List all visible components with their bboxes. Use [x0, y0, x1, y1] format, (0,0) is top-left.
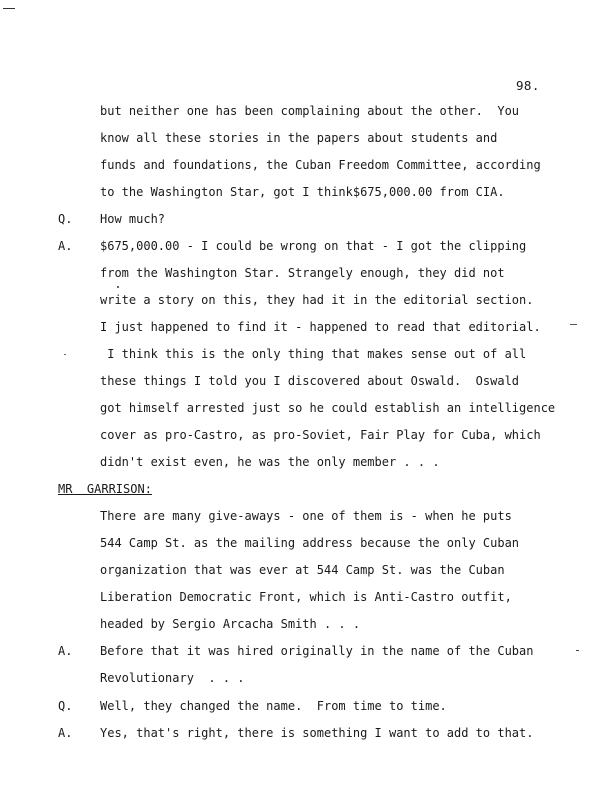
transcript-line	[0, 697, 612, 715]
scan-mark	[3, 8, 15, 9]
transcript-line	[0, 291, 612, 309]
transcript-line	[0, 669, 612, 687]
line-text: didn't exist even, he was the only member . . .	[100, 455, 440, 469]
line-text: these things I told you I discovered about Oswald. Oswald	[100, 374, 520, 388]
line-text: I think this is the only thing that makes sense out of all	[100, 347, 527, 361]
qa-label: A.	[58, 726, 73, 740]
line-text: How much?	[100, 212, 166, 226]
line-text: Well, they changed the name. From time to time.	[100, 699, 447, 713]
transcript-line	[0, 615, 612, 633]
transcript-line	[0, 399, 612, 417]
line-text: Yes, that's right, there is something I want to add to that.	[100, 726, 534, 740]
transcript-line	[0, 210, 612, 228]
qa-label: A.	[58, 239, 73, 253]
transcript-line	[0, 156, 612, 174]
transcript-line	[0, 345, 612, 363]
line-text: I just happened to find it - happened to read that editorial.	[100, 320, 541, 334]
line-text: $675,000.00 - I could be wrong on that - I got the clipping	[100, 239, 527, 253]
transcript-line	[0, 724, 612, 742]
line-text: Revolutionary . . .	[100, 671, 245, 685]
transcript-line	[0, 453, 612, 471]
line-text: headed by Sergio Arcacha Smith . . .	[100, 617, 361, 631]
qa-label: A.	[58, 644, 73, 658]
line-text: Liberation Democratic Front, which is Anti-Castro outfit,	[100, 590, 512, 604]
line-text: from the Washington Star. Strangely enough, they did not	[100, 266, 505, 280]
transcript-line	[0, 372, 612, 390]
transcript-line	[0, 183, 612, 201]
transcript-line	[0, 534, 612, 552]
transcript-line	[0, 129, 612, 147]
transcript-line	[0, 426, 612, 444]
transcript-line	[0, 561, 612, 579]
line-text: organization that was ever at 544 Camp St. was the Cuban	[100, 563, 505, 577]
line-text: write a story on this, they had it in the editorial section.	[100, 293, 534, 307]
qa-label: Q.	[58, 212, 73, 226]
speaker-label: MR GARRISON:	[58, 482, 152, 496]
qa-label: Q.	[58, 699, 73, 713]
line-text: There are many give-aways - one of them is - when he puts	[100, 509, 512, 523]
line-text: 544 Camp St. as the mailing address because the only Cuban	[100, 536, 520, 550]
line-text: cover as pro-Castro, as pro-Soviet, Fair Play for Cuba, which	[100, 428, 541, 442]
line-text: Before that it was hired originally in the name of the Cuban	[100, 644, 534, 658]
line-text: but neither one has been complaining about the other. You	[100, 104, 520, 118]
transcript-line	[0, 237, 612, 255]
transcript-line	[0, 642, 612, 660]
speaker-line	[0, 480, 612, 498]
transcript-line	[0, 264, 612, 282]
line-text: got himself arrested just so he could establish an intelligence	[100, 401, 556, 415]
transcript-line	[0, 102, 612, 120]
transcript-line	[0, 588, 612, 606]
line-text: to the Washington Star, got I think$675,000.00 from CIA.	[100, 185, 505, 199]
transcript-line	[0, 318, 612, 336]
transcript-line	[0, 507, 612, 525]
line-text: know all these stories in the papers about students and	[100, 131, 498, 145]
line-text: funds and foundations, the Cuban Freedom Committee, according	[100, 158, 541, 172]
page-number: 98.	[516, 78, 540, 93]
scan-speck	[117, 286, 119, 288]
